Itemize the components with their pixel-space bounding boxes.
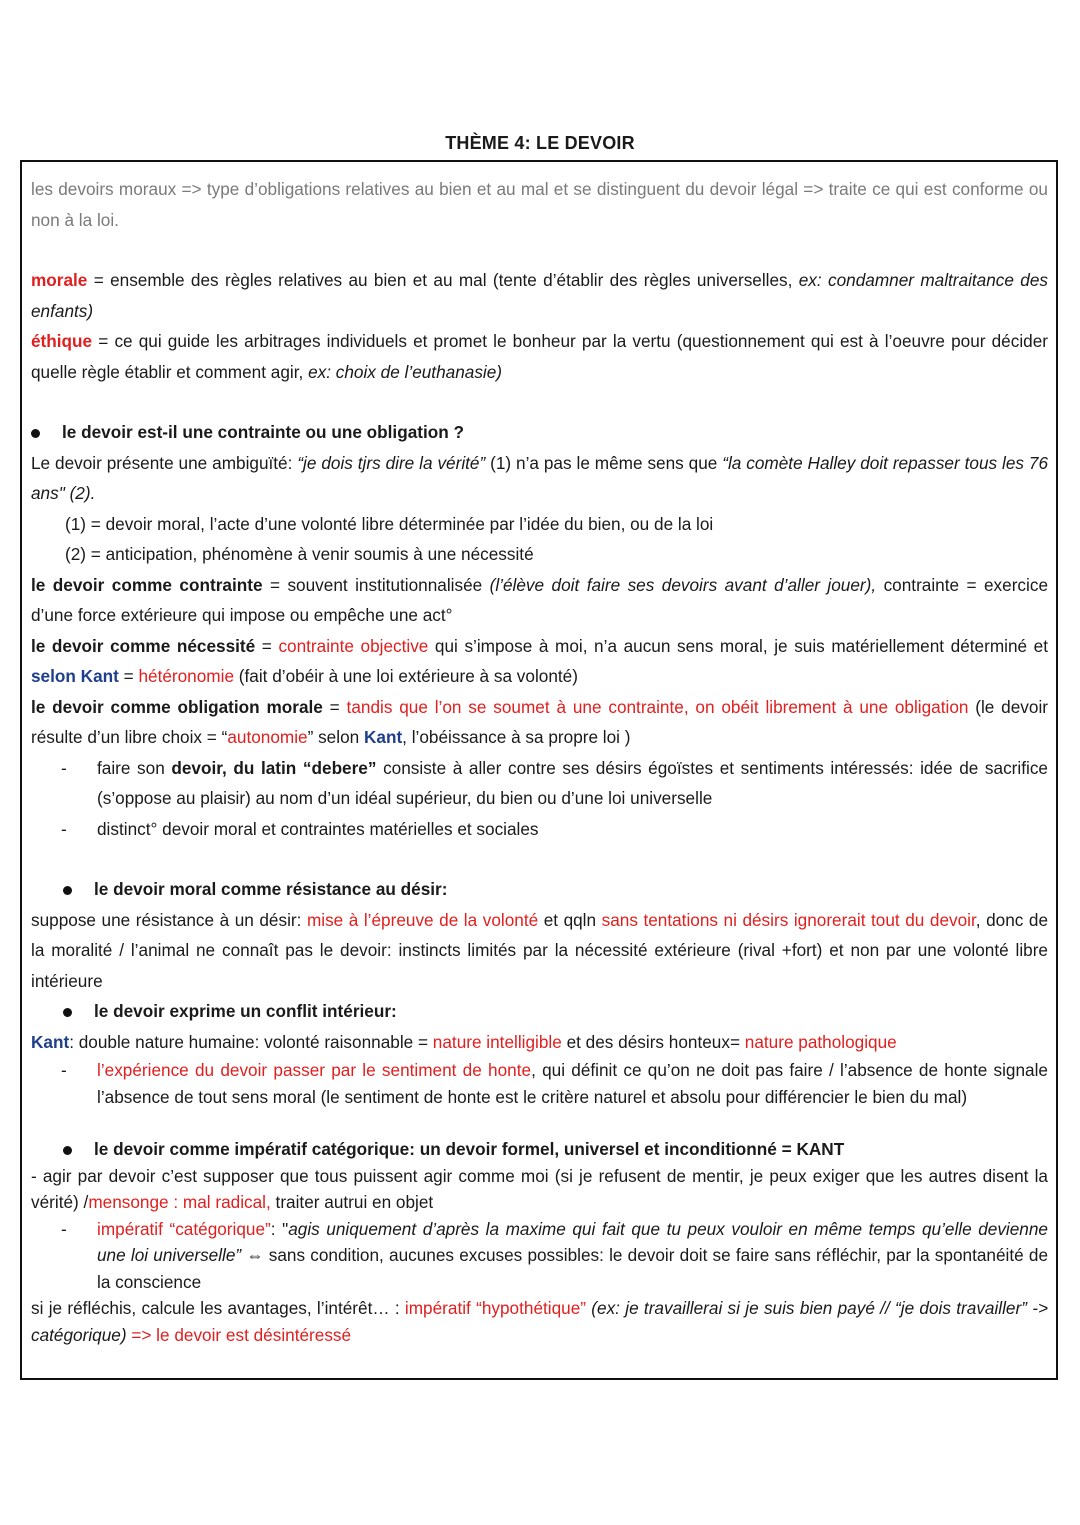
term-ethique: éthique — [31, 331, 93, 351]
obligation-text-b: (le devoir résulte d’un libre choix = “ — [31, 696, 1048, 747]
section3-heading — [31, 996, 1048, 1027]
contrainte-rest: contrainte = exercice d’une force extérieure qui impose ou empêche une act° — [31, 574, 1048, 625]
bullet-icon — [63, 886, 72, 895]
ambiguity-text-a: Le devoir présente une ambiguïté: — [31, 452, 298, 473]
resistance-text-a: suppose une résistance à un désir: — [31, 909, 307, 930]
contrainte-term: le devoir comme contrainte — [31, 574, 263, 595]
section2-heading — [31, 874, 1048, 905]
kant-name: Kant — [363, 727, 403, 747]
resistance-red-1: mise à l’épreuve de la volonté — [306, 909, 539, 930]
resistance-text-b: et qqln — [538, 909, 602, 930]
categorique-text-b: ⇔ sans condition, aucunes excuses possibles: le devoir doit se faire sans réfléchir, par la spontanéité de la conscience — [97, 1245, 1048, 1292]
dash-item-honte — [31, 1057, 1048, 1110]
numbered-item-2: (2) = anticipation, phénomène à venir soumis à une nécessité — [65, 544, 534, 564]
dash-item-debere — [31, 753, 1048, 814]
ambiguity-text-b: (1) n’a pas le même sens que — [485, 452, 723, 473]
definition-ethique — [31, 326, 1048, 387]
dash-mark: - — [61, 757, 67, 778]
ambiguity-paragraph — [31, 448, 1048, 509]
necessite-text-a: = — [255, 635, 279, 656]
resistance-red-2: sans tentations ni désirs ignorerait tout du devoir — [601, 909, 976, 930]
bullet-icon — [31, 429, 40, 438]
content-box — [20, 160, 1058, 1380]
kant-name: Kant — [31, 1031, 70, 1052]
heteronomie: hétéronomie — [138, 666, 234, 686]
autonomie: autonomie — [227, 727, 308, 747]
debere-bold: devoir, du latin “debere” — [171, 757, 377, 778]
dash-item-categorique — [31, 1216, 1048, 1296]
necessite-text-c: = — [118, 666, 139, 686]
dash-item-distinction — [31, 814, 1048, 845]
morale-text: = ensemble des règles relatives au bien et au mal (tente d’établir des règles universelles, — [87, 270, 799, 290]
hypothetique-text-a: si je réfléchis, calcule les avantages, l’intérêt… : — [31, 1298, 405, 1318]
page-title: THÈME 4: LE DEVOIR — [445, 133, 635, 153]
term-morale: morale — [31, 270, 88, 290]
hypothetique-example: (ex: je travaillerai si je suis bien payé // “je dois travailler” -> catégorique) — [31, 1298, 1048, 1345]
categorique-red: impératif “catégorique” — [97, 1218, 271, 1239]
bullet-icon — [63, 1008, 72, 1017]
section1-heading — [31, 417, 1048, 448]
contrainte-example: (l’élève doit faire ses devoirs avant d’aller jouer), — [489, 574, 877, 595]
categorique-text-a: : " — [270, 1218, 289, 1239]
honte-red: l’expérience du devoir passer par le sentiment de honte — [97, 1060, 532, 1080]
ethique-example: ex: choix de l’euthanasie) — [308, 361, 503, 382]
obligation-text-d: , l’obéissance à sa propre loi ) — [402, 727, 631, 747]
section3-heading-text: le devoir exprime un conflit intérieur: — [94, 1001, 397, 1021]
necessite-paragraph — [31, 631, 1048, 692]
numbered-item-1: (1) = devoir moral, l’acte d’une volonté libre déterminée par l’idée du bien, ou de la loi — [65, 513, 714, 534]
definition-morale — [31, 265, 1048, 326]
conflit-text-b: et des désirs honteux= — [561, 1031, 745, 1052]
imperatif-paragraph — [31, 1163, 1048, 1216]
necessite-text-d: (fait d’obéir à une loi extérieure à sa volonté) — [234, 666, 578, 686]
dash-mark: - — [61, 818, 67, 839]
conflit-text-a: : double nature humaine: volonté raisonnable = — [69, 1031, 433, 1052]
quote-comete: “la comète Halley doit repasser tous les 76 ans" (2). — [31, 452, 1048, 503]
honte-text: , qui définit ce qu’on ne doit pas faire / l’absence de honte signale l’absence de tout sens moral (le sentiment de honte est le critère naturel et absolu pour différencier le bien du mal) — [97, 1060, 1048, 1107]
maxime-quote: agis uniquement d’après la maxime qui fait que tu peux vouloir en même temps qu’elle devienne une loi universelle” — [97, 1218, 1048, 1265]
section4-heading-text: le devoir comme impératif catégorique: un devoir formel, universel et inconditionné = KANT — [94, 1139, 845, 1159]
imperatif-text-a: - agir par devoir c’est supposer que tous puissent agir comme moi (si je refusent de mentir, je peux exiger que les autres disent la vérité) / — [31, 1165, 1048, 1212]
nature-intelligible: nature intelligible — [432, 1031, 562, 1052]
desinteresse-red: => le devoir est désintéressé — [126, 1324, 352, 1345]
dash-mark: - — [61, 1060, 67, 1080]
debere-text-c: consiste à aller contre ses désirs égoïstes et sentiments intéressés: idée de sacrifice (s’oppose au plaisir) au nom d’un idéal supérieur, du bien ou d’une loi universelle — [97, 757, 1048, 808]
obligation-red: tandis que l’on se soumet à une contrainte, on obéit librement à une obligation — [346, 696, 969, 717]
necessite-text-b: qui s’impose à moi, n’a aucun sens moral, je suis matériellement déterminé et — [428, 635, 1049, 656]
obligation-text-a: = — [322, 696, 347, 717]
quote-verite: “je dois tjrs dire la vérité” — [297, 452, 486, 473]
hypothetique-red: impératif “hypothétique” — [404, 1298, 586, 1318]
intro-paragraph: les devoirs moraux => type d’obligations relatives au bien et au mal et se distinguent du devoir légal => traite ce qui est conforme ou non à la loi. — [31, 179, 1048, 230]
resistance-paragraph — [31, 905, 1048, 997]
hypothetique-paragraph — [31, 1295, 1048, 1348]
morale-example: ex: condamner maltraitance des enfants) — [31, 270, 1048, 321]
obligation-term: le devoir comme obligation morale — [31, 696, 323, 717]
contrainte-text: = souvent institutionnalisée — [262, 574, 490, 595]
obligation-text-c: ” selon — [307, 727, 364, 747]
resistance-text-c: , donc de la moralité / l’animal ne connaît pas le devoir: instincts limités par la nécessité extérieure (rival +fort) et non par une volonté libre intérieure — [31, 909, 1049, 991]
selon-kant: selon Kant — [31, 666, 119, 686]
mensonge-red: mensonge : mal radical, — [88, 1192, 271, 1212]
debere-text-a: faire son — [97, 757, 172, 778]
bullet-icon — [63, 1146, 72, 1155]
contrainte-paragraph — [31, 570, 1048, 631]
ethique-text: = ce qui guide les arbitrages individuels et promet le bonheur par la vertu (questionnement qui est à l’oeuvre pour décider quelle règle établir et comment agir, — [31, 331, 1048, 382]
section1-heading-text: le devoir est-il une contrainte ou une obligation ? — [62, 422, 465, 442]
obligation-paragraph — [31, 692, 1048, 753]
section4-heading — [31, 1136, 1048, 1163]
nature-pathologique: nature pathologique — [744, 1031, 897, 1052]
necessite-term: le devoir comme nécessité — [31, 635, 256, 656]
distinction-text: distinct° devoir moral et contraintes matérielles et sociales — [97, 818, 539, 839]
imperatif-text-b: traiter autrui en objet — [270, 1192, 434, 1212]
dash-mark: - — [61, 1218, 67, 1239]
section2-heading-text: le devoir moral comme résistance au désir: — [94, 879, 448, 899]
necessite-red: contrainte objective — [278, 635, 429, 656]
conflit-paragraph — [31, 1027, 1048, 1058]
